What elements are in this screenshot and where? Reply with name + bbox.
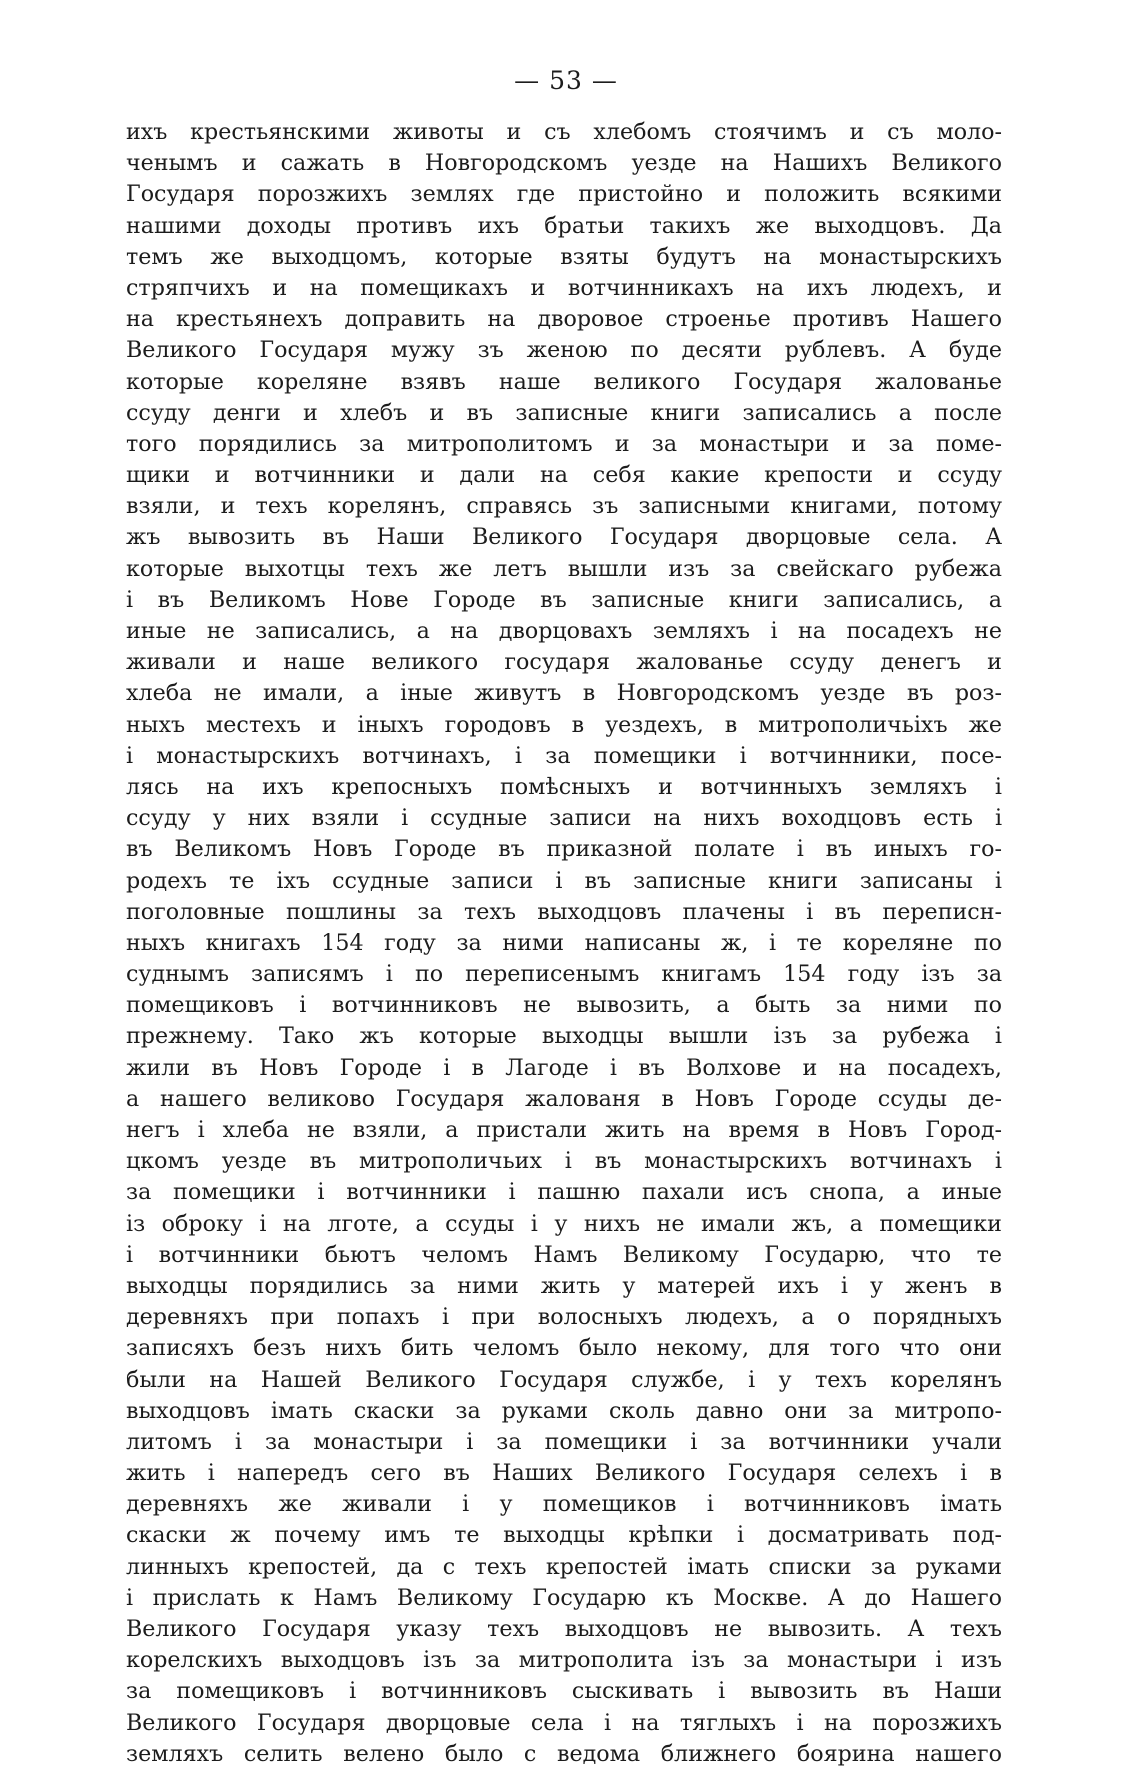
text-line: Государя порозжихъ землях где пристойно и положить всякими [126, 181, 1002, 208]
text-line: записяхъ безъ нихъ бить челомъ было некому, для того что они [126, 1335, 1002, 1362]
text-line: і монастырскихъ вотчинахъ, і за помещики і вотчинники, посе- [126, 742, 1002, 769]
text-line: деревняхъ же живали і у помещиков і вотчинниковъ імать [126, 1491, 1002, 1518]
text-line: живали и наше великого государя жалованье ссуду денегъ и [126, 649, 1002, 676]
text-line: жили въ Новъ Городе і в Лагоде і въ Волхове и на посадехъ, [126, 1054, 1002, 1081]
text-line: прежнему. Тако жъ которые выходцы вышли ізъ за рубежа і [126, 1023, 1002, 1050]
text-line: ченымъ и сажать в Новгородскомъ уезде на Нашихъ Великого [126, 150, 1002, 177]
text-line: щики и вотчинники и дали на себя какие крепости и ссуду [126, 462, 1002, 489]
text-line: литомъ і за монастыри і за помещики і за вотчинники учали [126, 1428, 1002, 1455]
text-line: за помещики і вотчинники і пашню пахали исъ снопа, а иные [126, 1179, 1002, 1206]
text-line: выходцовъ імать скаски за руками сколь давно они за митропо- [126, 1397, 1002, 1424]
text-line: негъ і хлеба не взяли, а пристали жить на время в Новъ Город- [126, 1117, 1002, 1143]
text-line: поголовные пошлины за техъ выходцовъ плачены і въ переписн- [126, 898, 1002, 925]
text-line: суднымъ записямъ і по переписенымъ книгамъ 154 году ізъ за [126, 961, 1002, 988]
text-line: земляхъ селить велено было с ведома ближнего боярина нашего [126, 1740, 1002, 1767]
text-line: были на Нашей Великого Государя службе, і у техъ корелянъ [126, 1366, 1002, 1393]
text-line: за помещиковъ і вотчинниковъ сыскивать і вывозить въ Наши [126, 1678, 1002, 1705]
text-line: скаски ж почему имъ те выходцы крѣпки і досматривать под- [126, 1522, 1002, 1549]
text-line: которые кореляне взявъ наше великого Государя жалованье [126, 368, 1002, 395]
text-line: і вотчинники бьютъ челомъ Намъ Великому Государю, что те [126, 1241, 1002, 1268]
text-line: ныхъ местехъ и іныхъ городовъ в уездехъ, в митрополичьіхъ же [126, 711, 1002, 738]
text-line: деревняхъ при попахъ і при волосныхъ людехъ, а о порядныхъ [126, 1304, 1002, 1331]
text-line: иные не записались, а на дворцовахъ земляхъ і на посадехъ не [126, 618, 1002, 644]
text-line: которые выхотцы техъ же летъ вышли изъ за свейскаго рубежа [126, 555, 1002, 582]
text-line: стряпчихъ и на помещикахъ и вотчинникахъ на ихъ людехъ, и [126, 274, 1002, 301]
text-line: нашими доходы противъ ихъ братьи такихъ же выходцовъ. Да [126, 212, 1002, 239]
text-line: ссуду у них взяли і ссудные записи на нихъ воходцовъ есть і [126, 805, 1002, 832]
text-line: темъ же выходцомъ, которые взяты будутъ на монастырскихъ [126, 243, 1002, 270]
text-line: хлеба не имали, а іные живутъ в Новгородскомъ уезде въ роз- [126, 680, 1002, 707]
text-line: і прислать к Намъ Великому Государю къ Москве. А до Нашего [126, 1584, 1002, 1611]
text-line: Великого Государя дворцовые села і на тяглыхъ і на порозжихъ [126, 1709, 1002, 1736]
text-line: жить і напередъ сего въ Наших Великого Государя селехъ і в [126, 1460, 1002, 1487]
text-line: Великого Государя мужу зъ женою по десяти рублевъ. А буде [126, 337, 1002, 364]
text-line: родехъ те іхъ ссудные записи і въ записные книги записаны і [126, 867, 1002, 894]
text-line: на крестьянехъ доправить на дворовое строенье противъ Нашего [126, 306, 1002, 333]
text-line: взяли, и техъ корелянъ, справясь зъ записными книгами, потому [126, 493, 1002, 520]
text-line: жъ вывозить въ Наши Великого Государя дворцовые села. А [126, 524, 1002, 551]
text-line: цкомъ уезде въ митрополичьих і въ монастырскихъ вотчинахъ і [126, 1148, 1002, 1175]
text-line: із оброку і на лготе, а ссуды і у нихъ не имали жъ, а помещики [126, 1210, 1002, 1237]
page-number: — 53 — [514, 66, 618, 95]
text-line: линныхъ крепостей, да с техъ крепостей імать списки за руками [126, 1553, 1002, 1580]
text-line: въ Великомъ Новъ Городе въ приказной полате і въ иныхъ го- [126, 836, 1002, 863]
text-line: Великого Государя указу техъ выходцовъ не вывозить. А техъ [126, 1616, 1002, 1642]
text-line: того порядились за митрополитомъ и за монастыри и за поме- [126, 430, 1002, 457]
text-line: ихъ крестьянскими животы и съ хлебомъ стоячимъ и съ моло- [126, 119, 1002, 145]
text-line: ссуду денги и хлебъ и въ записные книги записались а после [126, 399, 1002, 426]
text-line: выходцы порядились за ними жить у матерей ихъ і у женъ в [126, 1272, 1002, 1299]
text-line: корелскихъ выходцовъ ізъ за митрополита ізъ за монастыри і изъ [126, 1647, 1002, 1674]
text-line: лясь на ихъ крепосныхъ помѣсныхъ и вотчинныхъ земляхъ і [126, 773, 1002, 800]
text-line: ныхъ книгахъ 154 году за ними написаны ж, і те кореляне по [126, 929, 1002, 956]
text-line: помещиковъ і вотчинниковъ не вывозить, а быть за ними по [126, 992, 1002, 1019]
text-body [126, 117, 1002, 1770]
text-line: а нашего великово Государя жалованя в Новъ Городе ссуды де- [126, 1085, 1002, 1112]
text-line: і въ Великомъ Нове Городе въ записные книги записались, а [126, 586, 1002, 613]
